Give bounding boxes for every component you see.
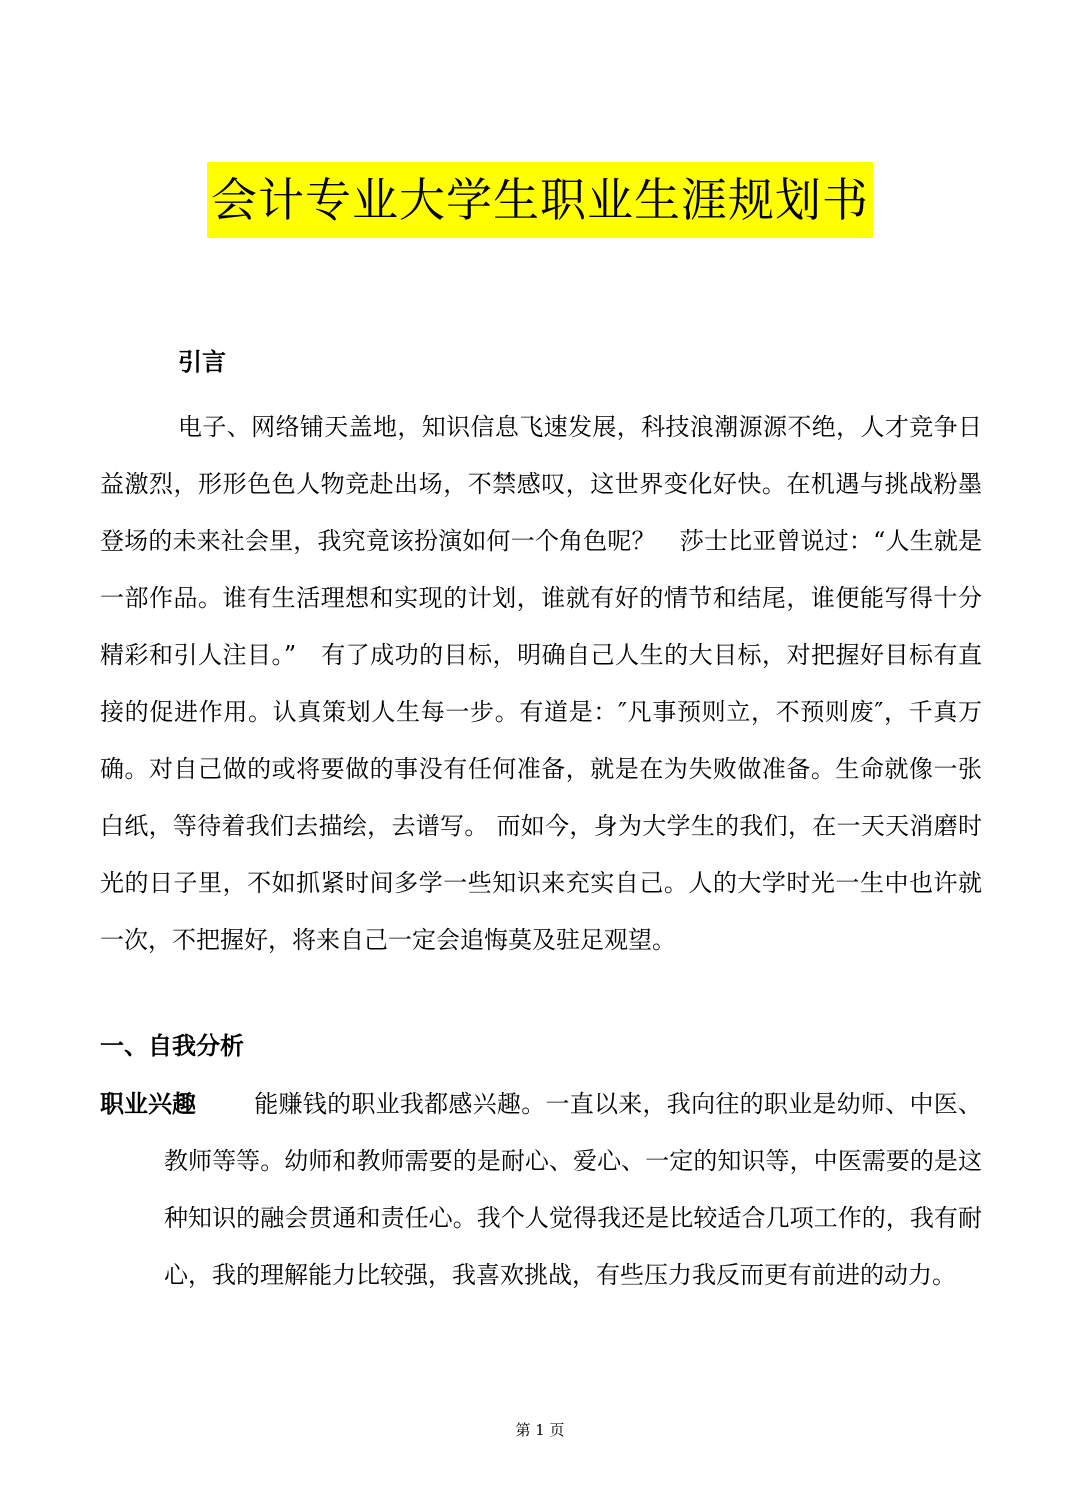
career-interest-block (100, 1075, 982, 1304)
career-interest-text: 能赚钱的职业我都感兴趣。一直以来，我向往的职业是幼师、中医、教师等等。幼师和教师需要的是耐心、爱心、一定的知识等，中医需要的是这种知识的融会贯通和责任心。我个人觉得我还是比较适合几项工作的，我有耐心，我的理解能力比较强，我喜欢挑战，有些压力我反而更有前进的动力。 (164, 1090, 982, 1289)
document-title: 会计专业大学生职业生涯规划书 (207, 162, 873, 238)
intro-paragraph: 电子、网络铺天盖地，知识信息飞速发展，科技浪潮源源不绝，人才竞争日益激烈，形形色色人物竞赴出场，不禁感叹，这世界变化好快。在机遇与挑战粉墨登场的未来社会里，我究竟该扮演如何一个角色呢？ 莎士比亚曾说过：“人生就是一部作品。谁有生活理想和实现的计划，谁就有好的情节和结尾，谁便能写得十分精彩和引人注目。” 有了成功的目标，明确自己人生的大目标，对把握好目标有直接的促进作用。认真策划人生每一步。有道是：″凡事预则立，不预则废″，千真万确。对自己做的或将要做的事没有任何准备，就是在为失败做准备。生命就像一张白纸，等待着我们去描绘，去谱写。 而如今，身为大学生的我们，在一天天消磨时光的日子里，不如抓紧时间多学一些知识来充实自己。人的大学时光一生中也许就一次，不把握好，将来自己一定会追悔莫及驻足观望。 (100, 413, 982, 954)
page-number-footer: 第 1 页 (515, 1421, 565, 1439)
career-interest-label: 职业兴趣 (100, 1089, 196, 1118)
title-container (0, 162, 1080, 238)
section-self-analysis-heading: 一、自我分析 (100, 1031, 244, 1060)
intro-heading: 引言 (178, 347, 226, 376)
